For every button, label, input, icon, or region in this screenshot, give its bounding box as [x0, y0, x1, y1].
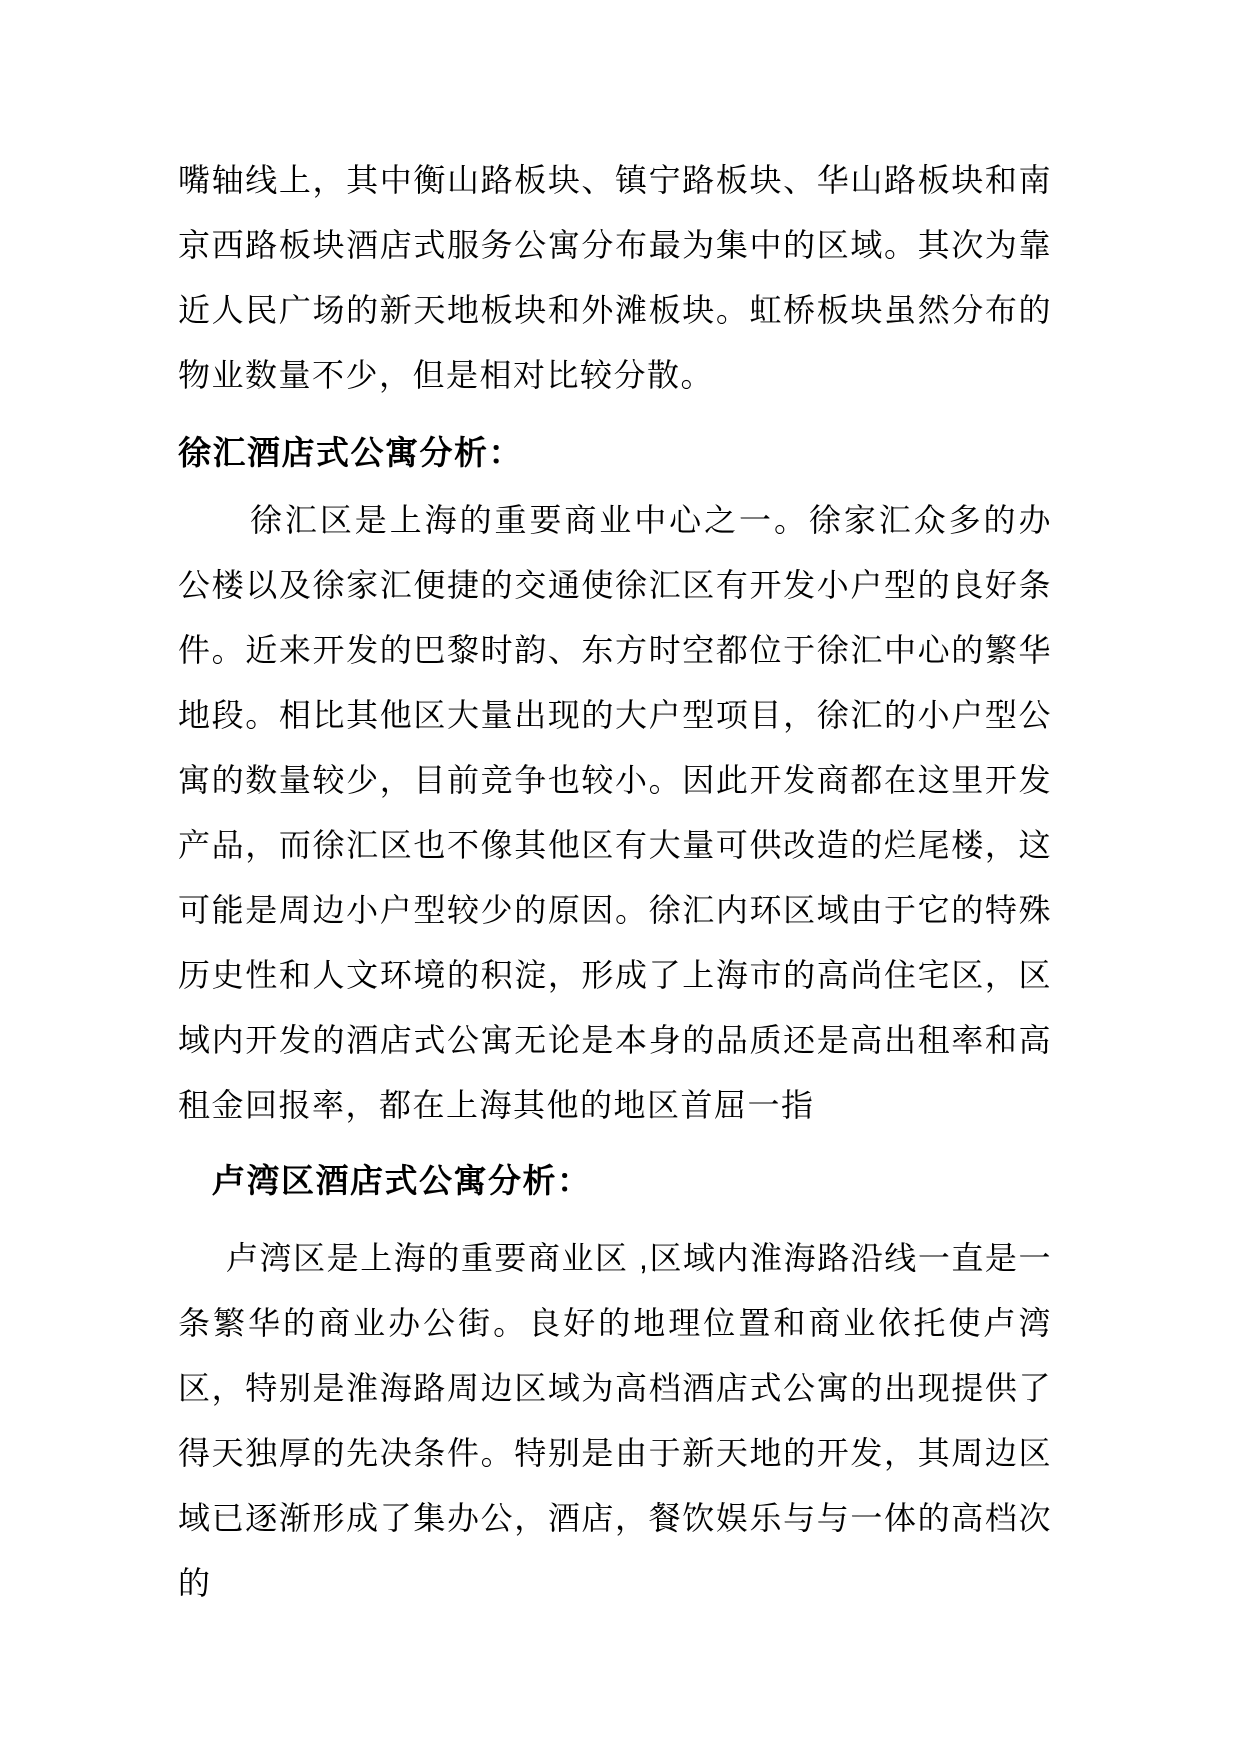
paragraph-xuhui-apartment-analysis: 徐汇区是上海的重要商业中心之一。徐家汇众多的办公楼以及徐家汇便捷的交通使徐汇区有开发小户型的良好条件。近来开发的巴黎时韵、东方时空都位于徐汇中心的繁华地段。相比其他区大量出现的大户型项目，徐汇的小户型公寓的数量较少，目前竞争也较小。因此开发商都在这里开发产品，而徐汇区也不像其他区有大量可供改造的烂尾楼，这可能是周边小户型较少的原因。徐汇内环区域由于它的特殊历史性和人文环境的积淀，形成了上海市的高尚住宅区，区域内开发的酒店式公寓无论是本身的品质还是高出租率和高租金回报率，都在上海其他的地区首屈一指: [178, 502, 1052, 1123]
heading-luwan-apartment-analysis: 卢湾区酒店式公寓分析：: [212, 1162, 592, 1199]
paragraph-district-distribution: 嘴轴线上，其中衡山路板块、镇宁路板块、华山路板块和南京西路板块酒店式服务公寓分布最为集中的区域。其次为靠近人民广场的新天地板块和外滩板块。虹桥板块虽然分布的物业数量不少，但是相对比较分散。: [178, 162, 1052, 393]
heading-xuhui-apartment-analysis: 徐汇酒店式公寓分析：: [178, 434, 523, 471]
paragraph-luwan-apartment-analysis: 卢湾区是上海的重要商业区 ,区域内淮海路沿线一直是一条繁华的商业办公街。良好的地理位置和商业依托使卢湾区，特别是淮海路周边区域为高档酒店式公寓的出现提供了得天独厚的先决条件。特别是由于新天地的开发，其周边区域已逐渐形成了集办公，酒店，餐饮娱乐与与一体的高档次的: [178, 1240, 1052, 1601]
